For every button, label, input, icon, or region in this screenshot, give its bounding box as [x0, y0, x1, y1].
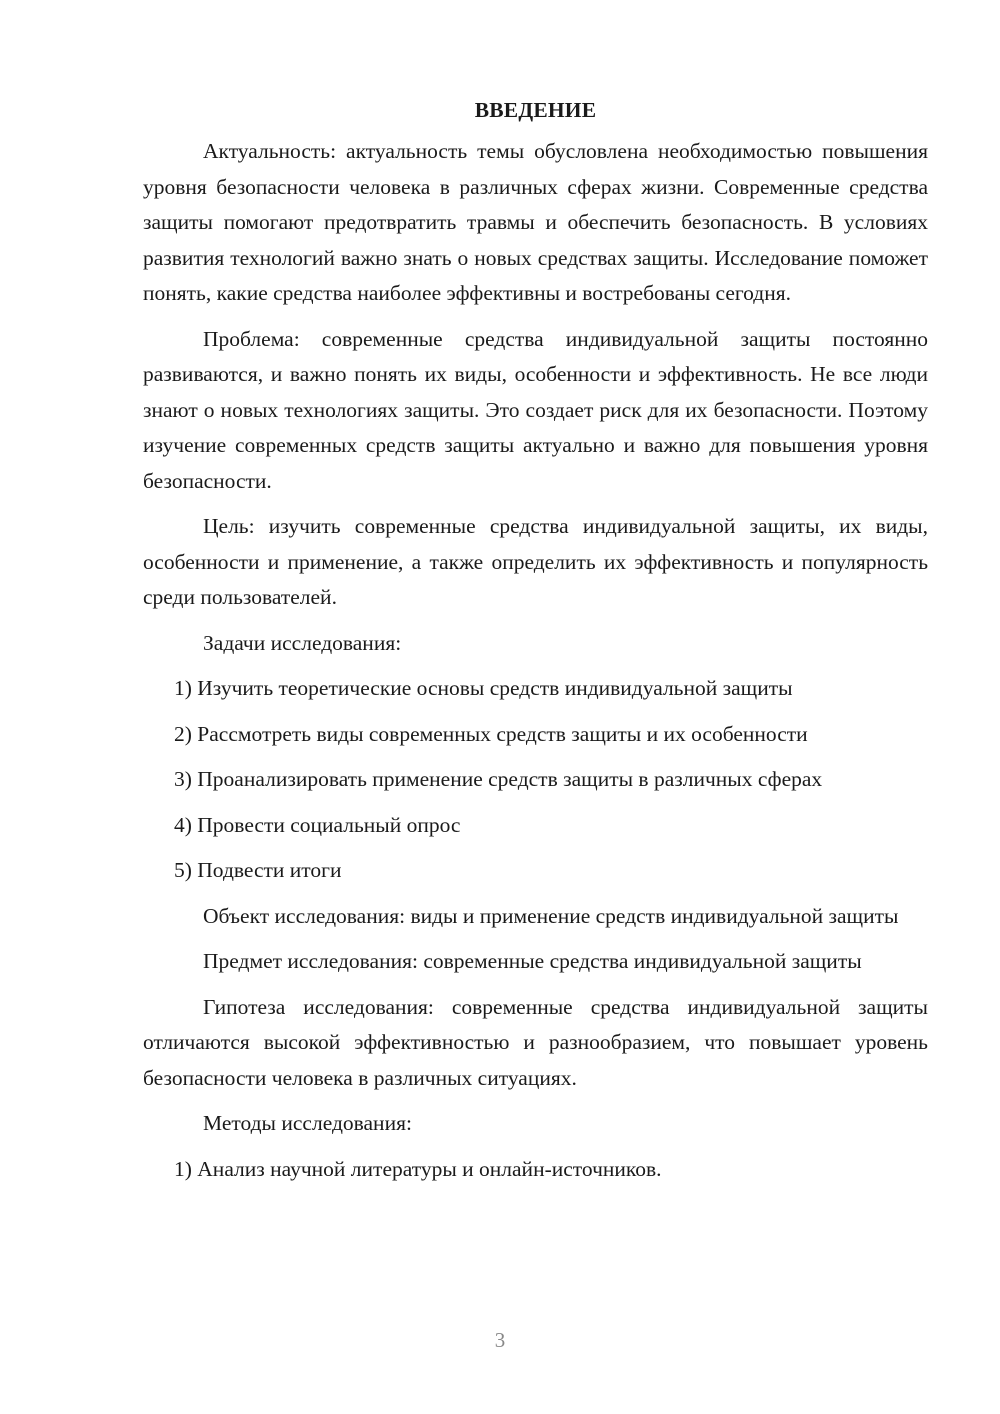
- task-item-1: 1) Изучить теоретические основы средств индивидуальной защиты: [174, 676, 793, 700]
- goal-paragraph: Цель: изучить современные средства индивидуальной защиты, их виды, особенности и применение, а также определить их эффективность и популярность среди пользователей.: [143, 514, 928, 609]
- hypothesis-paragraph: Гипотеза исследования: современные средства индивидуальной защиты отличаются высокой эффективностью и разнообразием, что повышает уровень безопасности человека в различных ситуациях.: [143, 994, 928, 1090]
- task-item-3: 3) Проанализировать применение средств защиты в различных сферах: [174, 767, 823, 791]
- task-item-5: 5) Подвести итоги: [174, 858, 342, 882]
- object-paragraph: Объект исследования: виды и применение средств индивидуальной защиты: [203, 903, 899, 928]
- page-number: 3: [494, 1328, 506, 1352]
- task-item-2: 2) Рассмотреть виды современных средств защиты и их особенности: [174, 721, 808, 746]
- methods-heading: Методы исследования:: [203, 1111, 412, 1135]
- relevance-paragraph: Актуальность: актуальность темы обусловлена необходимостью повышения уровня безопасности человека в различных сферах жизни. Современные средства защиты помогают предотвратить травмы и обеспечить безопасность. В условиях развития технологий важно знать о новых средствах защиты. Исследование поможет понять, какие средства наиболее эффективны и востребованы сегодня.: [143, 139, 928, 305]
- methods-list: [143, 1152, 928, 1188]
- page-content: [143, 96, 928, 1197]
- tasks-heading: Задачи исследования:: [203, 630, 402, 655]
- task-item-4: 4) Провести социальный опрос: [174, 812, 461, 837]
- method-item-1: 1) Анализ научной литературы и онлайн-источников.: [174, 1156, 662, 1181]
- tasks-list: [143, 671, 928, 889]
- subject-paragraph: Предмет исследования: современные средства индивидуальной защиты: [203, 949, 862, 973]
- problem-paragraph: Проблема: современные средства индивидуальной защиты постоянно развиваются, и важно понять их виды, особенности и эффективность. Не все люди знают о новых технологиях защиты. Это создает риск для их безопасности. Поэтому изучение современных средств защиты актуально и важно для повышения уровня безопасности.: [143, 326, 928, 493]
- page-title: ВВЕДЕНИЕ: [474, 98, 597, 122]
